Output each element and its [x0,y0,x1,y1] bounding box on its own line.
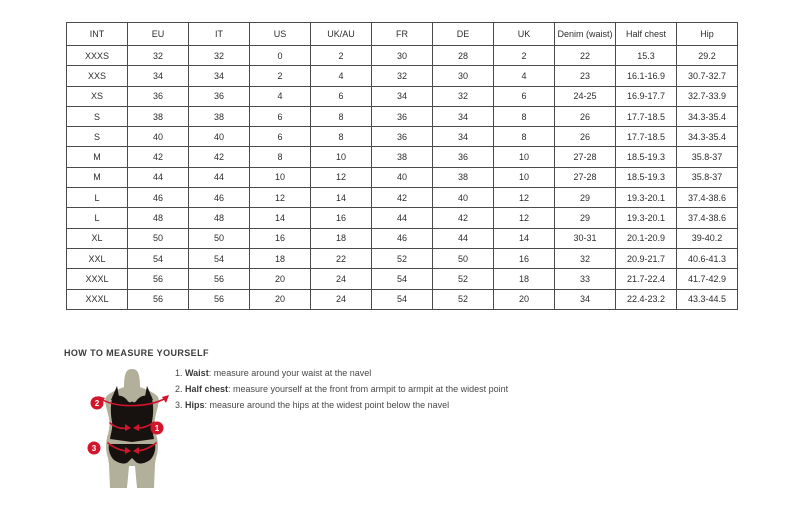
badge-3-number: 3 [91,444,97,453]
size-cell: XXXL [67,289,128,309]
size-cell: S [67,106,128,126]
column-header: Denim (waist) [555,23,616,46]
measure-step [175,369,508,378]
size-cell: 29 [555,188,616,208]
size-cell: XXXL [67,269,128,289]
size-cell: 16.9-17.7 [616,86,677,106]
size-cell: 19.3-20.1 [616,188,677,208]
column-header: UK [494,23,555,46]
size-cell: 42 [128,147,189,167]
size-cell: 16 [250,228,311,248]
size-cell: 8 [250,147,311,167]
size-cell: 34.3-35.4 [677,106,738,126]
size-cell: 38 [372,147,433,167]
size-cell: 17.7-18.5 [616,106,677,126]
column-header: INT [67,23,128,46]
size-cell: 34 [433,106,494,126]
step-number: 1. [175,368,186,378]
size-cell: 22 [555,46,616,66]
step-label: Hips [185,400,205,410]
badge-2-number: 2 [94,399,100,408]
size-cell: 28 [433,46,494,66]
size-cell: 12 [311,167,372,187]
size-cell: 36 [372,106,433,126]
size-cell: 54 [372,289,433,309]
size-cell: 12 [250,188,311,208]
size-cell: 8 [311,127,372,147]
size-cell: 37.4-38.6 [677,208,738,228]
size-cell: 41.7-42.9 [677,269,738,289]
size-row [67,106,738,126]
column-header: Half chest [616,23,677,46]
size-row [67,188,738,208]
size-cell: 6 [311,86,372,106]
size-cell: 20.9-21.7 [616,248,677,268]
size-cell: 4 [494,66,555,86]
size-cell: 24 [311,289,372,309]
size-cell: 24-25 [555,86,616,106]
measure-step [175,385,508,394]
size-cell: 44 [189,167,250,187]
size-cell: 12 [494,188,555,208]
size-row [67,269,738,289]
size-cell: 43.3-44.5 [677,289,738,309]
size-cell: 48 [128,208,189,228]
size-cell: 52 [433,269,494,289]
size-cell: 18 [494,269,555,289]
size-cell: 32 [433,86,494,106]
size-cell: 34 [189,66,250,86]
size-cell: 42 [372,188,433,208]
size-cell: 10 [311,147,372,167]
size-cell: 30 [433,66,494,86]
size-cell: 54 [189,248,250,268]
size-cell: 46 [189,188,250,208]
size-cell: XXXS [67,46,128,66]
swimsuit-top [110,396,154,442]
size-cell: 18.5-19.3 [616,167,677,187]
size-cell: 34 [372,86,433,106]
size-chart-header-row [67,23,738,46]
size-cell: 10 [494,147,555,167]
size-cell: 52 [433,289,494,309]
size-cell: XXL [67,248,128,268]
size-cell: 50 [189,228,250,248]
size-cell: 10 [494,167,555,187]
size-cell: 54 [128,248,189,268]
size-cell: 14 [311,188,372,208]
size-cell: 56 [128,269,189,289]
size-cell: 44 [128,167,189,187]
size-cell: 32 [555,248,616,268]
size-cell: 38 [128,106,189,126]
size-cell: 30.7-32.7 [677,66,738,86]
size-cell: L [67,208,128,228]
size-row [67,248,738,268]
size-cell: 12 [494,208,555,228]
size-cell: 24 [311,269,372,289]
size-cell: 42 [433,208,494,228]
size-cell: 21.7-22.4 [616,269,677,289]
size-cell: 6 [250,106,311,126]
size-cell: 36 [372,127,433,147]
size-row [67,127,738,147]
size-cell: 56 [189,269,250,289]
size-cell: 34 [128,66,189,86]
size-row [67,66,738,86]
size-cell: 4 [250,86,311,106]
size-cell: 16 [494,248,555,268]
size-cell: 16 [311,208,372,228]
size-cell: M [67,147,128,167]
size-cell: 30-31 [555,228,616,248]
size-cell: 38 [433,167,494,187]
size-cell: 54 [372,269,433,289]
size-cell: 50 [433,248,494,268]
size-row [67,289,738,309]
step-text: : measure around your waist at the navel [208,368,372,378]
step-text: : measure around the hips at the widest point below the navel [204,400,450,410]
size-cell: 20 [494,289,555,309]
size-cell: 40 [189,127,250,147]
size-cell: 8 [494,106,555,126]
size-cell: 8 [311,106,372,126]
size-cell: 35.8-37 [677,167,738,187]
size-chart-table [66,22,738,310]
size-cell: 52 [372,248,433,268]
size-cell: 36 [433,147,494,167]
size-cell: XL [67,228,128,248]
size-cell: 32 [189,46,250,66]
size-cell: 37.4-38.6 [677,188,738,208]
size-cell: 30 [372,46,433,66]
column-header: IT [189,23,250,46]
size-cell: 46 [128,188,189,208]
size-cell: 27-28 [555,147,616,167]
size-cell: S [67,127,128,147]
size-cell: 4 [311,66,372,86]
size-cell: 6 [250,127,311,147]
column-header: FR [372,23,433,46]
size-cell: 34.3-35.4 [677,127,738,147]
size-cell: 56 [189,289,250,309]
size-cell: 34 [433,127,494,147]
size-cell: 35.8-37 [677,147,738,167]
size-cell: 56 [128,289,189,309]
size-cell: 32.7-33.9 [677,86,738,106]
size-cell: 48 [189,208,250,228]
size-cell: 36 [189,86,250,106]
size-cell: 16.1-16.9 [616,66,677,86]
size-cell: 44 [433,228,494,248]
size-cell: 23 [555,66,616,86]
size-row [67,208,738,228]
step-label: Waist [185,368,209,378]
size-cell: 14 [494,228,555,248]
size-cell: 50 [128,228,189,248]
size-cell: 2 [311,46,372,66]
size-cell: 42 [189,147,250,167]
size-cell: 0 [250,46,311,66]
size-cell: 44 [372,208,433,228]
size-cell: L [67,188,128,208]
badge-1-number: 1 [154,424,160,433]
column-header: US [250,23,311,46]
measurement-figure-illustration [84,366,180,492]
size-chart-head [67,23,738,46]
size-cell: 15.3 [616,46,677,66]
column-header: UK/AU [311,23,372,46]
size-cell: 2 [250,66,311,86]
size-cell: 22.4-23.2 [616,289,677,309]
size-cell: 40.6-41.3 [677,248,738,268]
size-cell: 34 [555,289,616,309]
size-cell: 10 [250,167,311,187]
size-cell: 19.3-20.1 [616,208,677,228]
size-cell: 29 [555,208,616,228]
size-row [67,147,738,167]
size-cell: 14 [250,208,311,228]
size-cell: 2 [494,46,555,66]
size-cell: 17.7-18.5 [616,127,677,147]
size-row [67,86,738,106]
size-cell: 29.2 [677,46,738,66]
size-cell: 20.1-20.9 [616,228,677,248]
size-cell: 8 [494,127,555,147]
size-cell: 38 [189,106,250,126]
size-cell: 18.5-19.3 [616,147,677,167]
size-cell: 40 [433,188,494,208]
size-row [67,167,738,187]
size-cell: 26 [555,127,616,147]
measure-steps-list [175,369,508,417]
size-cell: 32 [372,66,433,86]
size-cell: 20 [250,269,311,289]
step-label: Half chest [185,384,229,394]
column-header: EU [128,23,189,46]
size-cell: 20 [250,289,311,309]
size-row [67,228,738,248]
size-cell: 40 [128,127,189,147]
column-header: DE [433,23,494,46]
size-cell: 6 [494,86,555,106]
size-cell: M [67,167,128,187]
size-cell: XXS [67,66,128,86]
size-row [67,46,738,66]
size-cell: 26 [555,106,616,126]
size-cell: 22 [311,248,372,268]
size-cell: 39-40.2 [677,228,738,248]
size-cell: 36 [128,86,189,106]
size-cell: 18 [250,248,311,268]
size-chart-body [67,46,738,310]
size-cell: 27-28 [555,167,616,187]
size-cell: 33 [555,269,616,289]
size-cell: 40 [372,167,433,187]
size-cell: 18 [311,228,372,248]
column-header: Hip [677,23,738,46]
measure-step [175,401,508,410]
size-cell: 46 [372,228,433,248]
step-number: 3. [175,400,186,410]
step-number: 2. [175,384,186,394]
size-cell: XS [67,86,128,106]
measure-section-title: HOW TO MEASURE YOURSELF [64,348,209,358]
size-cell: 32 [128,46,189,66]
step-text: : measure yourself at the front from armpit to armpit at the widest point [228,384,509,394]
